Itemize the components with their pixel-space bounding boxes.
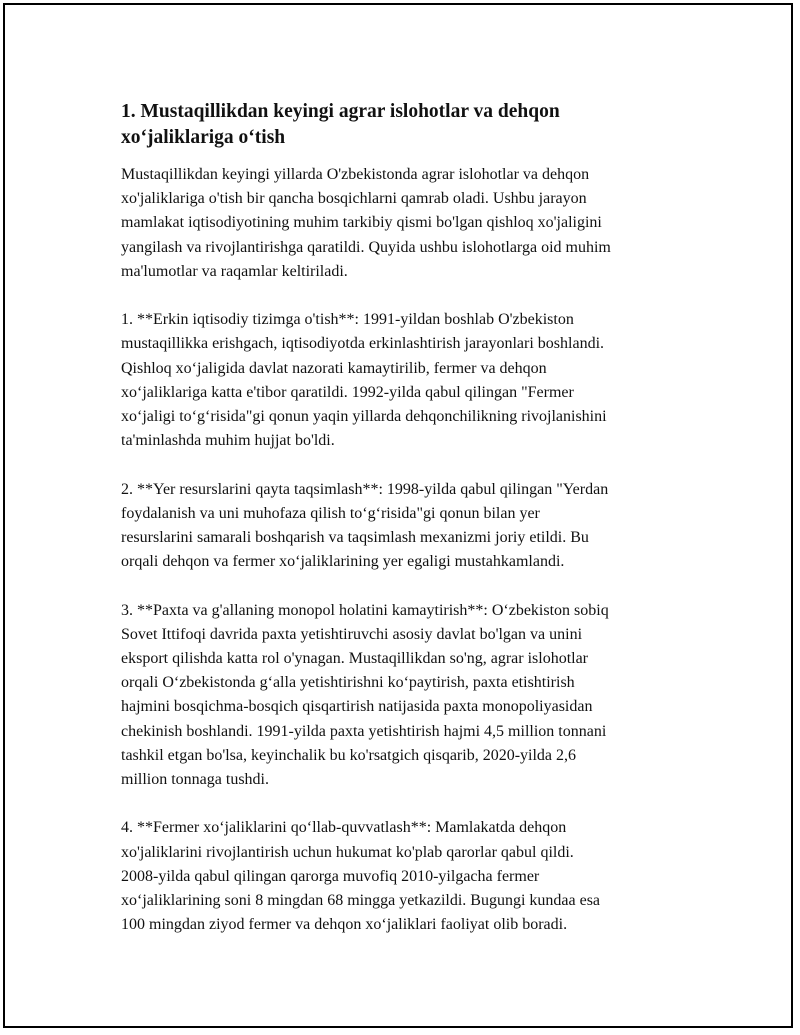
section-1-paragraph (121, 308, 701, 453)
title-line: 1. Mustaqillikdan keyingi agrar islohotlar va dehqon (121, 101, 560, 122)
text-line: resurslarini samarali boshqarish va taqsimlash mexanizmi joriy etildi. Bu (121, 529, 589, 547)
text-line: xo‘jaligi to‘g‘risida"gi qonun yaqin yillarda dehqonchilikning rivojlanishini (121, 408, 607, 426)
document-title (121, 99, 701, 151)
text-line: xo‘jaliklarining soni 8 mingdan 68 mingga yetkazildi. Bugungi kundaa esa (121, 892, 601, 910)
text-line: yangilash va rivojlantirishga qaratildi. Quyida ushbu islohotlarga oid muhim (121, 238, 611, 256)
document-page (3, 3, 793, 1028)
title-line: xo‘jaliklariga o‘tish (121, 127, 286, 148)
text-line: Qishloq xo‘jaligida davlat nazorati kamaytirilib, fermer va dehqon (121, 359, 547, 377)
text-line: ta'minlashda muhim hujjat bo'ldi. (121, 432, 335, 450)
text-line: Sovet Ittifoqi davrida paxta yetishtiruvchi asosiy davlat bo'lgan va unini (121, 625, 583, 643)
text-line: xo'jaliklariga o'tish bir qancha bosqichlarni qamrab oladi. Ushbu jarayon (121, 190, 587, 208)
text-line: tashkil etgan bo'lsa, keyinchalik bu ko'rsatgich qisqarib, 2020-yilda 2,6 (121, 746, 577, 764)
text-line: hajmini bosqichma-bosqich qisqartirish natijasida paxta monopoliyasidan (121, 698, 593, 716)
section-4-paragraph (121, 816, 701, 937)
text-line: orqali O‘zbekistonda g‘alla yetishtirishni ko‘paytirish, paxta etishtirish (121, 674, 575, 692)
text-line: 3. **Paxta va g'allaning monopol holatini kamaytirish**: O‘zbekiston sobiq (121, 601, 609, 619)
text-line: mustaqillikka erishgach, iqtisodiyotda erkinlashtirish jarayonlari boshlandi. (121, 335, 605, 353)
text-line: 4. **Fermer xo‘jaliklarini qo‘llab-quvvatlash**: Mamlakatda dehqon (121, 819, 567, 837)
document-body (121, 99, 701, 962)
text-line: mamlakat iqtisodiyotining muhim tarkibiy qismi bo'lgan qishloq xo'jaligini (121, 214, 602, 232)
text-line: eksport qilishda katta rol o'ynagan. Mustaqillikdan so'ng, agrar islohotlar (121, 650, 589, 668)
text-line: 1. **Erkin iqtisodiy tizimga o'tish**: 1991-yildan boshlab O'zbekiston (121, 311, 574, 329)
text-line: xo'jaliklarini rivojlantirish uchun hukumat ko'plab qarorlar qabul qildi. (121, 843, 574, 861)
section-3-paragraph (121, 599, 701, 793)
text-line: xo‘jaliklariga katta e'tibor qaratildi. 1992-yilda qabul qilingan "Fermer (121, 383, 574, 401)
section-2-paragraph (121, 478, 701, 575)
text-line: Mustaqillikdan keyingi yillarda O'zbekistonda agrar islohotlar va dehqon (121, 166, 590, 183)
text-line: million tonnaga tushdi. (121, 771, 269, 789)
text-line: foydalanish va uni muhofaza qilish to‘g‘risida"gi qonun bilan yer (121, 504, 540, 522)
intro-paragraph (121, 163, 701, 284)
text-line: 2. **Yer resurslarini qayta taqsimlash**: 1998-yilda qabul qilingan "Yerdan (121, 480, 609, 498)
text-line: orqali dehqon va fermer xo‘jaliklarining yer egaligi mustahkamlandi. (121, 553, 565, 571)
text-line: 2008-yilda qabul qilingan qarorga muvofiq 2010-yilgacha fermer (121, 867, 540, 885)
text-line: ma'lumotlar va raqamlar keltiriladi. (121, 262, 348, 280)
text-line: chekinish boshlandi. 1991-yilda paxta yetishtirish hajmi 4,5 million tonnani (121, 722, 607, 740)
text-line: 100 mingdan ziyod fermer va dehqon xo‘jaliklari faoliyat olib boradi. (121, 916, 568, 934)
